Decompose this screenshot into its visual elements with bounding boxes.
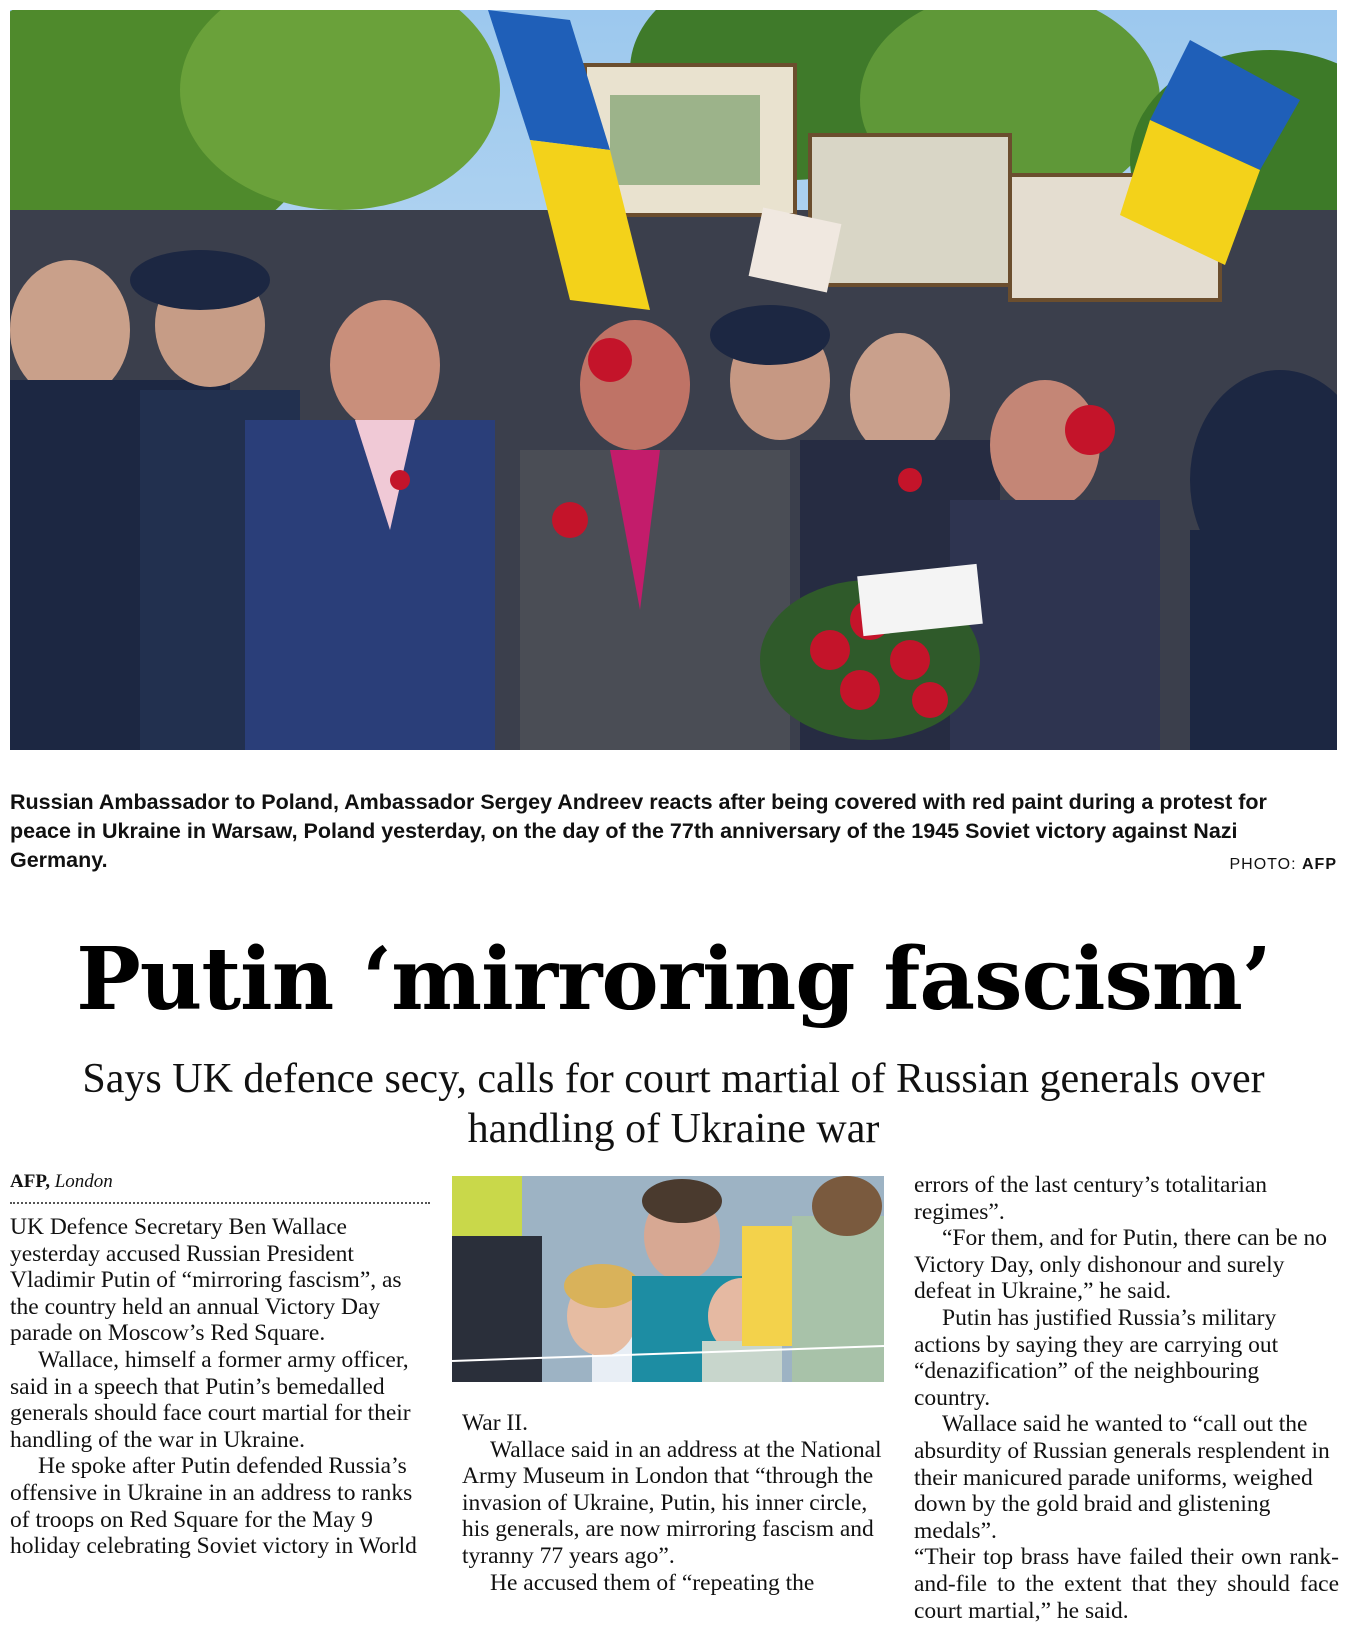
byline-location: London bbox=[54, 1171, 113, 1192]
main-photo bbox=[10, 10, 1337, 750]
protest-photo-icon bbox=[10, 10, 1337, 750]
paragraph: He accused them of “repeating the bbox=[490, 1569, 815, 1596]
article-column-3 bbox=[914, 1172, 1339, 1624]
paragraph: “For them, and for Putin, there can be no Victory Day, only dishonour and surely defeat in Ukraine,” he said. bbox=[914, 1225, 1328, 1305]
paragraph: Wallace said he wanted to “call out the absurdity of Russian generals resplendent in their manicured parade uniforms, weighed down by the gold braid and glistening medals”. bbox=[914, 1411, 1330, 1544]
paragraph: Putin has justified Russia’s military actions by saying they are carrying out “denazification” of the neighbouring country. bbox=[914, 1304, 1279, 1411]
photo-caption: Russian Ambassador to Poland, Ambassador Sergey Andreev reacts after being covered with red paint during a protest for peace in Ukraine in Warsaw, Poland yesterday, on the day of the 77th anniversary of the 1945 Soviet victory against Nazi Germany. bbox=[10, 790, 1267, 872]
byline bbox=[10, 1170, 430, 1194]
mourning-family-photo-icon bbox=[452, 1176, 884, 1382]
paragraph: UK Defence Secretary Ben Wallace yesterday accused Russian President Vladimir Putin of “mirroring fascism”, as the country held an annual Victory Day parade on Moscow’s Red Square. bbox=[10, 1214, 402, 1347]
byline-divider bbox=[10, 1202, 430, 1204]
credit-source: AFP bbox=[1302, 856, 1337, 873]
credit-label: PHOTO: bbox=[1229, 856, 1297, 873]
paragraph: “Their top brass have failed their own rank-and-file to the extent that they should face court martial,” he said. bbox=[914, 1544, 1339, 1624]
headline: Putin ‘mirroring fascism’ bbox=[76, 929, 1271, 1030]
photo-credit bbox=[1230, 856, 1338, 874]
subheadline: Says UK defence secy, calls for court martial of Russian generals over handling of Ukraine war bbox=[82, 1056, 1265, 1152]
article-column-1 bbox=[10, 1214, 435, 1560]
byline-agency: AFP, bbox=[10, 1171, 50, 1192]
article-column-2 bbox=[462, 1410, 882, 1596]
paragraph: War II. bbox=[462, 1410, 528, 1436]
paragraph: errors of the last century’s totalitarian regimes”. bbox=[914, 1172, 1268, 1225]
paragraph: Wallace said in an address at the National Army Museum in London that “through the invasion of Ukraine, Putin, his inner circle, his generals, are now mirroring fascism and tyranny 77 years ago”. bbox=[462, 1436, 882, 1569]
inset-photo bbox=[452, 1176, 884, 1382]
paragraph: He spoke after Putin defended Russia’s offensive in Ukraine in an address to ranks of troops on Red Square for the May 9 holiday celebrating Soviet victory in World bbox=[10, 1453, 417, 1560]
paragraph: Wallace, himself a former army officer, said in a speech that Putin’s bemedalled generals should face court martial for their handling of the war in Ukraine. bbox=[10, 1346, 411, 1453]
